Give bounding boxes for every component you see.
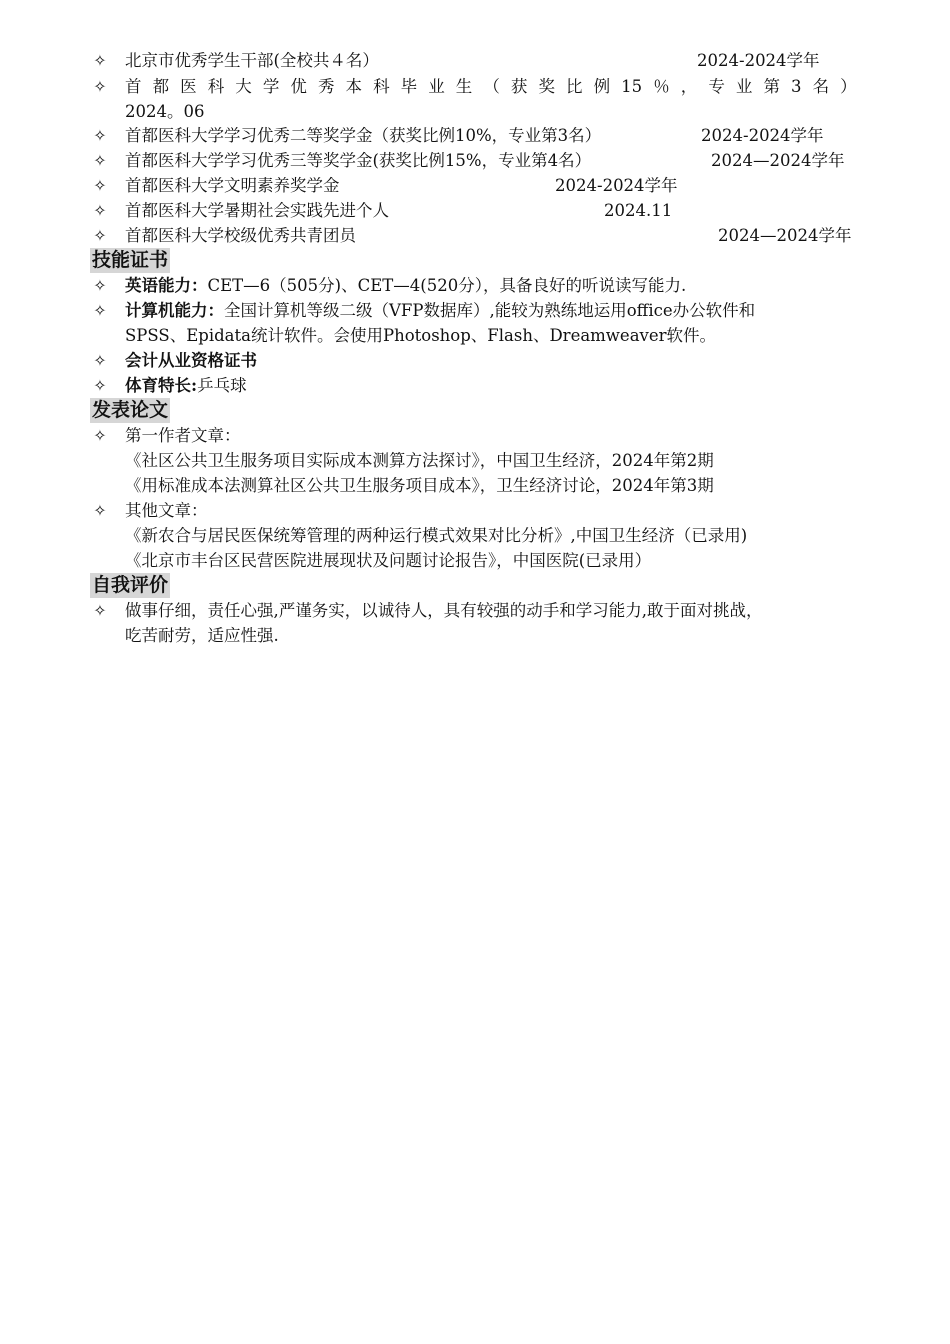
bullet-diamond-icon: ✧ [93,501,107,520]
bullet-diamond-icon: ✧ [93,226,107,245]
award-title-char: 优 [290,77,307,96]
paper-citation: 《社区公共卫生服务项目实际成本测算方法探讨》，中国卫生经济，2024年第2期 [125,451,714,470]
paper-citation: 《用标准成本法测算社区公共卫生服务项目成本》，卫生经济讨论，2024年第3期 [125,476,714,495]
award-title-char: 都 [152,77,170,96]
award-title-char: （ [483,77,500,96]
award-title-char: 秀 [317,77,335,96]
award-date: 2024-2024学年 [701,126,824,145]
skill-value: CET—6（505分)、CET—4(520分），具备良好的听说读写能力. [207,276,687,295]
papers-group-label: 第一作者文章： [125,426,241,445]
award-title-char: 大 [235,77,252,96]
skill-value: SPSS、Epidata统计软件。会使用Photoshop、Flash、Dreamweaver软件。 [125,326,717,345]
award-date: 2024。06 [125,102,205,121]
bullet-diamond-icon: ✧ [93,276,107,295]
award-title: 首都医科大学学习优秀二等奖学金（获奖比例10%，专业第3名） [125,126,602,145]
award-title-char: 名 [812,77,830,96]
award-title-char: 比 [566,77,583,96]
bullet-diamond-icon: ✧ [93,126,107,145]
award-title-char: 首 [125,77,142,96]
bullet-diamond-icon: ✧ [93,376,107,395]
award-title-char: 业 [735,77,753,96]
award-title-char: 毕 [400,77,418,96]
paper-citation: 《北京市丰台区民营医院进展现状及问题讨论报告》，中国医院(已录用） [125,551,652,570]
award-title-char: 医 [180,77,197,96]
bullet-diamond-icon: ✧ [93,601,107,620]
bullet-diamond-icon: ✧ [93,151,107,170]
self-eval-line: 吃苦耐劳，适应性强. [125,626,279,645]
papers-group-label: 其他文章： [125,501,208,520]
award-title-char: 科 [373,77,390,96]
award-title-char: 业 [428,77,445,96]
award-title: 北京市优秀学生干部(全校共４名） [125,51,379,70]
bullet-diamond-icon: ✧ [93,201,107,220]
award-date: 2024.11 [604,201,673,220]
award-title-char: 科 [207,77,225,96]
award-title-char: ） [840,77,857,96]
bullet-diamond-icon: ✧ [93,301,107,320]
award-title: 首都医科大学校级优秀共青团员 [125,226,356,245]
award-title-char: 15 [621,77,643,96]
award-title-char: 生 [455,77,473,96]
award-title-char: 例 [593,77,611,96]
skill-label: 会计从业资格证书 [125,351,257,370]
award-title-char: 学 [262,77,280,96]
paper-citation: 《新农合与居民医保统筹管理的两种运行模式效果对比分析》,中国卫生经济（已录用) [125,526,748,545]
bullet-diamond-icon: ✧ [93,176,107,195]
award-title-char: 3 [791,77,802,96]
award-title: 首都医科大学文明素养奖学金 [125,176,340,195]
section-heading-self-eval: 自我评价 [92,574,169,596]
award-title-justified [125,74,857,99]
award-title: 首都医科大学学习优秀三等奖学金(获奖比例15%，专业第4名） [125,151,592,170]
self-eval-line: 做事仔细，责任心强,严谨务实，以诚待人，具有较强的动手和学习能力,敢于面对挑战， [125,601,763,620]
award-title-char: ％ [653,77,670,96]
award-title-char: 本 [345,77,362,96]
award-title-char: ， [680,77,698,96]
award-date: 2024—2024学年 [718,226,852,245]
award-title-char: 获 [510,77,528,96]
award-date: 2024-2024学年 [555,176,678,195]
award-title-char: 奖 [538,77,555,96]
skill-label: 计算机能力： [125,301,224,320]
award-date: 2024—2024学年 [711,151,845,170]
section-heading-papers: 发表论文 [92,399,169,421]
bullet-diamond-icon: ✧ [93,351,107,370]
bullet-diamond-icon: ✧ [93,51,107,70]
award-title: 首都医科大学暑期社会实践先进个人 [125,201,389,220]
bullet-diamond-icon: ✧ [93,426,107,445]
skill-label: 英语能力： [125,276,208,295]
skill-label: 体育特长: [125,376,198,395]
skill-value: 全国计算机等级二级（VFP数据库）,能较为熟练地运用office办公软件和 [224,301,756,320]
award-date: 2024-2024学年 [697,51,820,70]
award-title-char: 第 [763,77,780,96]
section-heading-skills: 技能证书 [92,249,169,271]
award-title-char: 专 [708,77,725,96]
bullet-diamond-icon: ✧ [93,77,107,96]
skill-value: 乒乓球 [197,376,247,395]
